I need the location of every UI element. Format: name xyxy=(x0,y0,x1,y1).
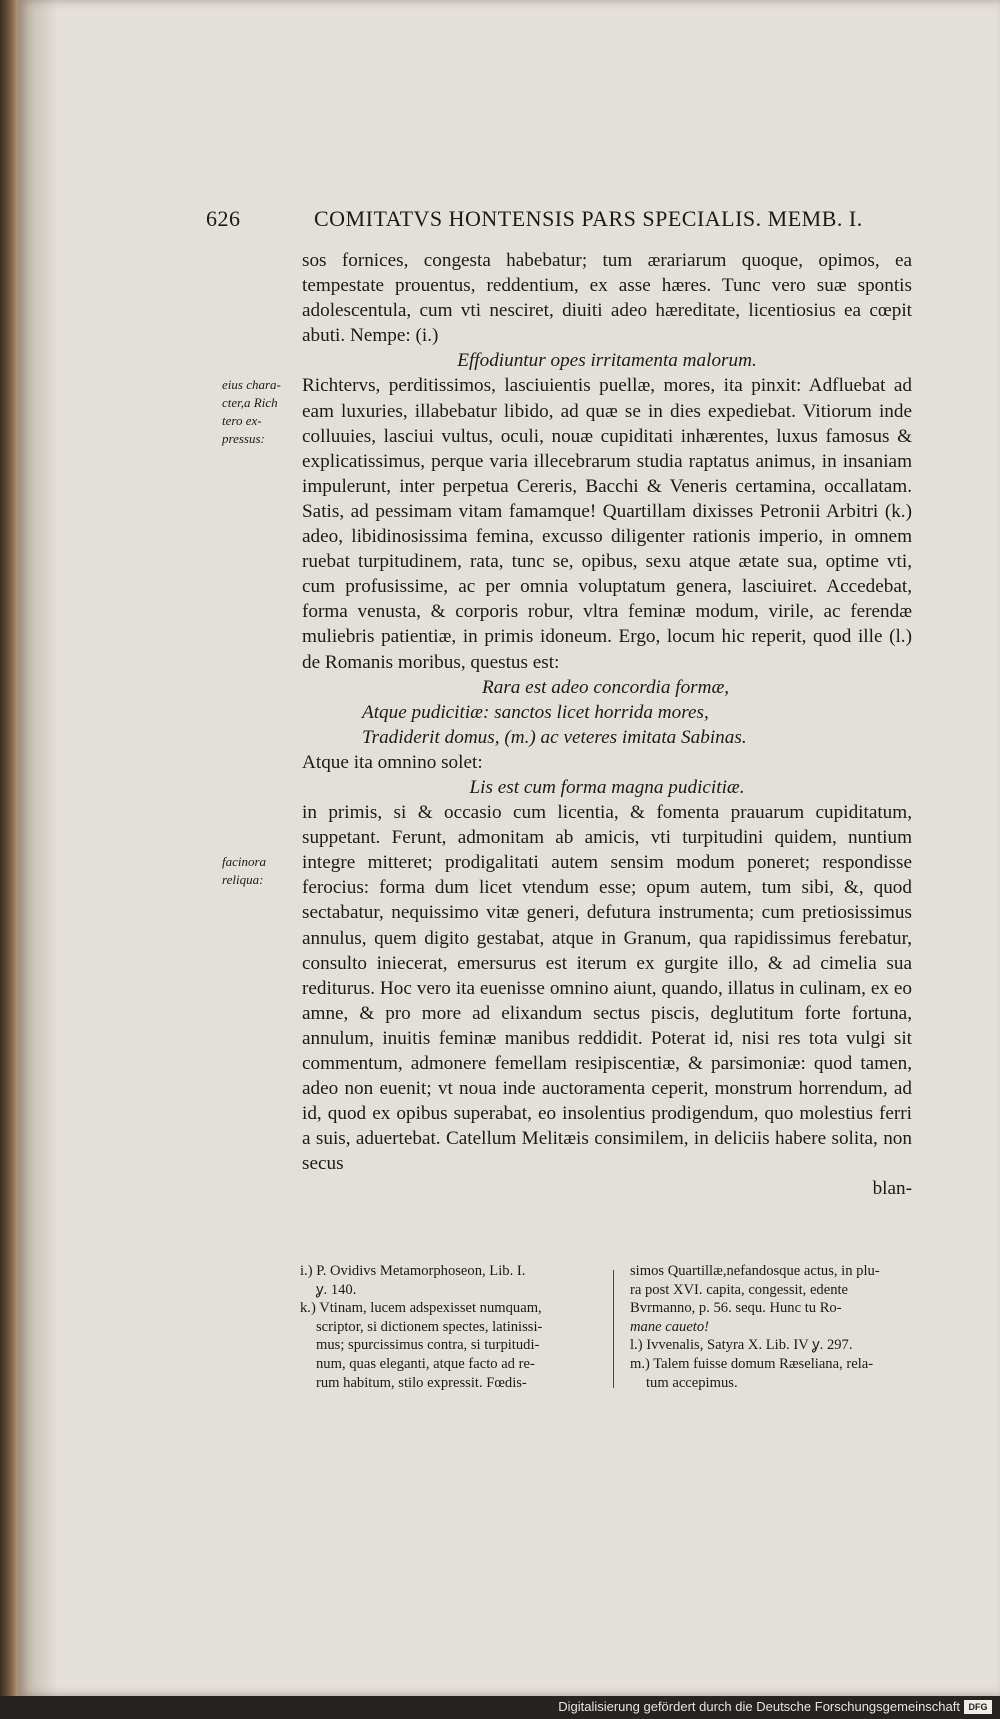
paragraph-3: Atque ita omnino solet: xyxy=(302,751,483,773)
footnotes xyxy=(300,1262,914,1392)
main-text-block xyxy=(302,248,912,1202)
footnote-line: mus; spurcissimus contra, si turpitudi- xyxy=(316,1337,540,1354)
footnote-line: i.) P. Ovidivs Metamorphoseon, Lib. I. xyxy=(300,1263,526,1279)
footnote-line: tum accepimus. xyxy=(646,1374,738,1391)
paragraph-4: in primis, si & occasio cum licentia, & fomenta prauarum cupiditatum, suppetant. Ferunt, admonitam ab amicis, vti turpitudini quidem, nuntium integre mitteret; prodigalitati autem sensim modum poneret; respondisse ferocius: forma dum licet vtendum esse; opum autem, tum sibi, &, quod sectabatur, nequissimo vitæ generi, defutura instrumenta; cum pretiosissimus annulus, quem digito gestabat, atque in Granum, qua rapidissimus ferebatur, consulto iniecerat, emersurus est iterum ex gurgite illo, & ad cimelia sua rediturus. Hoc vero ita euenisse omnino aiunt, quando, illatus in culinam, ex eo amne, & pro more ad elixandum sectus piscis, deglutitum forte fortuna, annulum, inuitis feminæ manibus reddidit. Poterat id, nisi res tota vulgi sit commentum, admonere femellam resipiscentiæ, & parsimoniæ: quod tamen, adeo non euenit; vt noua inde auctoramenta ceperit, monstrum horrendum, ad id, quod ex opibus superabat, eo insolentius prodigendum, quo molestius ferri a suis, aduertebat. Catellum Melitæis consimilem, in deliciis habere solita, non secus xyxy=(302,802,912,1175)
dfg-logo-icon: DFG xyxy=(964,1700,992,1714)
running-header xyxy=(206,206,906,240)
page-number: 626 xyxy=(206,206,241,231)
verse-line-1: Rara est adeo concordia formæ, xyxy=(482,676,730,698)
footnote-line: k.) Vtinam, lucem adspexisset numquam, xyxy=(300,1300,542,1317)
verse-line-3: Tradiderit domus, (m.) ac veteres imitata Sabinas. xyxy=(362,726,747,748)
quote-ovid: Effodiuntur opes irritamenta malorum. xyxy=(457,350,757,372)
footnote-line: m.) Talem fuisse domum Ræseliana, rela- xyxy=(630,1355,874,1372)
footnote-line: rum habitum, stilo expressit. Fœdis- xyxy=(316,1374,527,1391)
footnote-column-divider xyxy=(613,1270,614,1388)
footnote-line: scriptor, si dictionem spectes, latinissi- xyxy=(316,1318,543,1335)
verse-line-2: Atque pudicitiæ: sanctos licet horrida mores, xyxy=(362,701,709,723)
digitization-footer xyxy=(0,1696,1000,1719)
paragraph-1: sos fornices, congesta habebatur; tum ærariarum quoque, opimos, ea tempestate prouentus, reddentium, ex asse hæres. Tunc vero suæ spontis adolescentula, cum vti nesciret, diuiti adeo hæreditate, licentiosius ea cœpit abuti. Nempe: (i.) xyxy=(302,250,912,347)
footnote-line: mane caueto! xyxy=(630,1318,710,1335)
footnote-line: Bvrmanno, p. 56. sequ. Hunc tu Ro- xyxy=(630,1300,842,1317)
quote-lis: Lis est cum forma magna pudicitiæ. xyxy=(469,776,745,798)
paragraph-2: Richtervs, perditissimos, lasciuientis puellæ, mores, ita pinxit: Adfluebat ad eam luxuries, illabebatur libido, ad quæ se in dies expediebat. Vitiorum inde colluuies, lasciui vultus, oculi, nouæ cupiditati inhærentes, luxus famosus & explicatissimus, perque varia illecebrarum studia raptatus animus, in insaniam impulerunt, inter perpetua Cereris, Bacchi & Veneris certamina, occallatam. Satis, ad pessimam vitam famamque! Quartillam dixisses Petronii Arbitri (k.) adeo, libidinosissima femina, excusso diligenter rationis imperio, in omnem ruebat turpitudinem, rata, tunc se, opibus, sexu atque ætate sua, optime vti, cum profusissime, ac per omnia voluptatum genera, lasciuiret. Accedebat, forma venusta, & corporis robur, vltra feminæ modum, virile, ac ferendæ muliebris patientiæ, in primis idoneum. Ergo, locum hic reperit, quod ille (l.) de Romanis moribus, questus est: xyxy=(302,375,912,673)
gutter-shadow xyxy=(18,0,58,1696)
footnote-line: ỿ. 140. xyxy=(316,1281,357,1298)
footer-credit: Digitalisierung gefördert durch die Deutsche Forschungsgemeinschaft xyxy=(558,1699,960,1714)
catchword: blan- xyxy=(872,1178,912,1200)
footnote-line: l.) Ivvenalis, Satyra X. Lib. IV ỿ. 297. xyxy=(630,1337,853,1354)
footnote-line: ra post XVI. capita, congessit, edente xyxy=(630,1281,849,1298)
footnotes-left-column xyxy=(300,1262,596,1392)
margin-note-character: eius chara-cter,a Rich tero ex-pressus: xyxy=(222,377,281,446)
margin-note-deeds: facinora reliqua: xyxy=(222,854,267,887)
book-binding-edge xyxy=(0,0,18,1719)
footnote-line: simos Quartillæ,nefandosque actus, in plu- xyxy=(630,1263,880,1279)
running-title: COMITATVS HONTENSIS PARS SPECIALIS. MEMB. I. xyxy=(314,206,863,231)
footnote-line: num, quas eleganti, atque facto ad re- xyxy=(316,1355,535,1372)
footnotes-right-column xyxy=(630,1262,914,1392)
